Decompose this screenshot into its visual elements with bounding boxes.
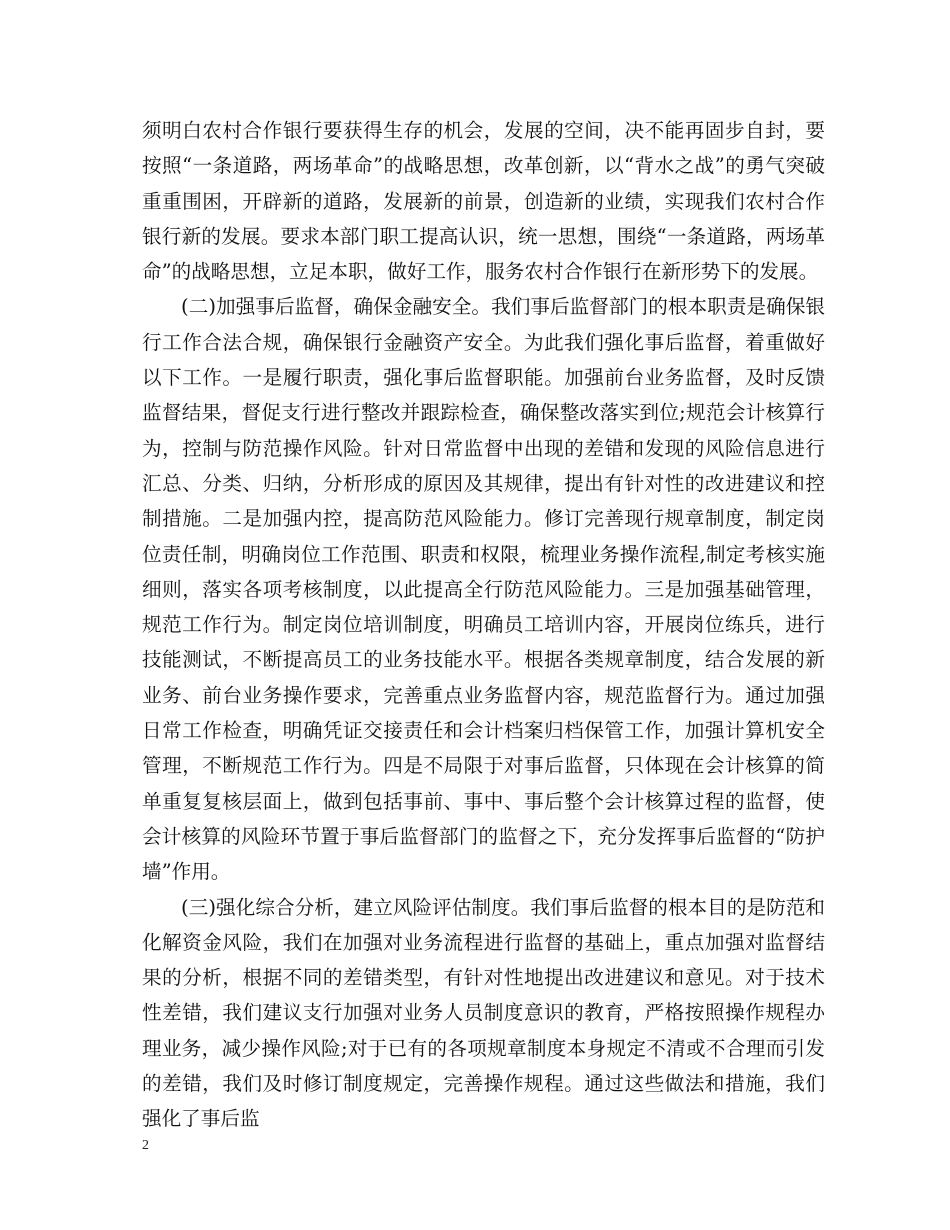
paragraph-2: (二)加强事后监督，确保金融安全。我们事后监督部门的根本职责是确保银行工作合法合规，确保银行金融资产安全。为此我们强化事后监督，着重做好以下工作。一是履行职责，强化事后监督职能。加强前台业务监督，及时反馈监督结果，督促支行进行整改并跟踪检查，确保整改落实到位;规范会计核算行为，控制与防范操作风险。针对日常监督中出现的差错和发现的风险信息进行汇总、分类、归纳，分析形成的原因及其规律，提出有针对性的改进建议和控制措施。二是加强内控，提高防范风险能力。修订完善现行规章制度，制定岗位责任制，明确岗位工作范围、职责和权限，梳理业务操作流程,制定考核实施细则，落实各项考核制度，以此提高全行防范风险能力。三是加强基础管理，规范工作行为。制定岗位培训制度，明确员工培训内容，开展岗位练兵，进行技能测试，不断提高员工的业务技能水平。根据各类规章制度，结合发展的新业务、前台业务操作要求，完善重点业务监督内容，规范监督行为。通过加强日常工作检查，明确凭证交接责任和会计档案归档保管工作，加强计算机安全管理，不断规范工作行为。四是不局限于对事后监督，只体现在会计核算的简单重复复核层面上，做到包括事前、事中、事后整个会计核算过程的监督，使会计核算的风险环节置于事后监督部门的监督之下，充分发挥事后监督的“防护墙”作用。 — [142, 295, 825, 884]
paragraph-3: (三)强化综合分析，建立风险评估制度。我们事后监督的根本目的是防范和化解资金风险，我们在加强对业务流程进行监督的基础上，重点加强对监督结果的分析，根据不同的差错类型，有针对性地提出改进建议和意见。对于技术性差错，我们建议支行加强对业务人员制度意识的教育，严格按照操作规程办理业务，减少操作风险;对于已有的各项规章制度本身规定不清或不合理而引发的差错，我们及时修订制度规定，完善操作规程。通过这些做法和措施，我们强化了事后监 — [142, 895, 825, 1131]
paragraph-1: 须明白农村合作银行要获得生存的机会，发展的空间，决不能再固步自封，要按照“一条道路，两场革命”的战略思想，改革创新，以“背水之战”的勇气突破重重围困，开辟新的道路，发展新的前景，创造新的业绩，实现我们农村合作银行新的发展。要求本部门职工提高认识，统一思想，围绕“一条道路，两场革命”的战略思想，立足本职，做好工作，服务农村合作银行在新形势下的发展。 — [142, 119, 825, 284]
document-body — [142, 113, 825, 1137]
page-number: 2 — [142, 1138, 149, 1153]
